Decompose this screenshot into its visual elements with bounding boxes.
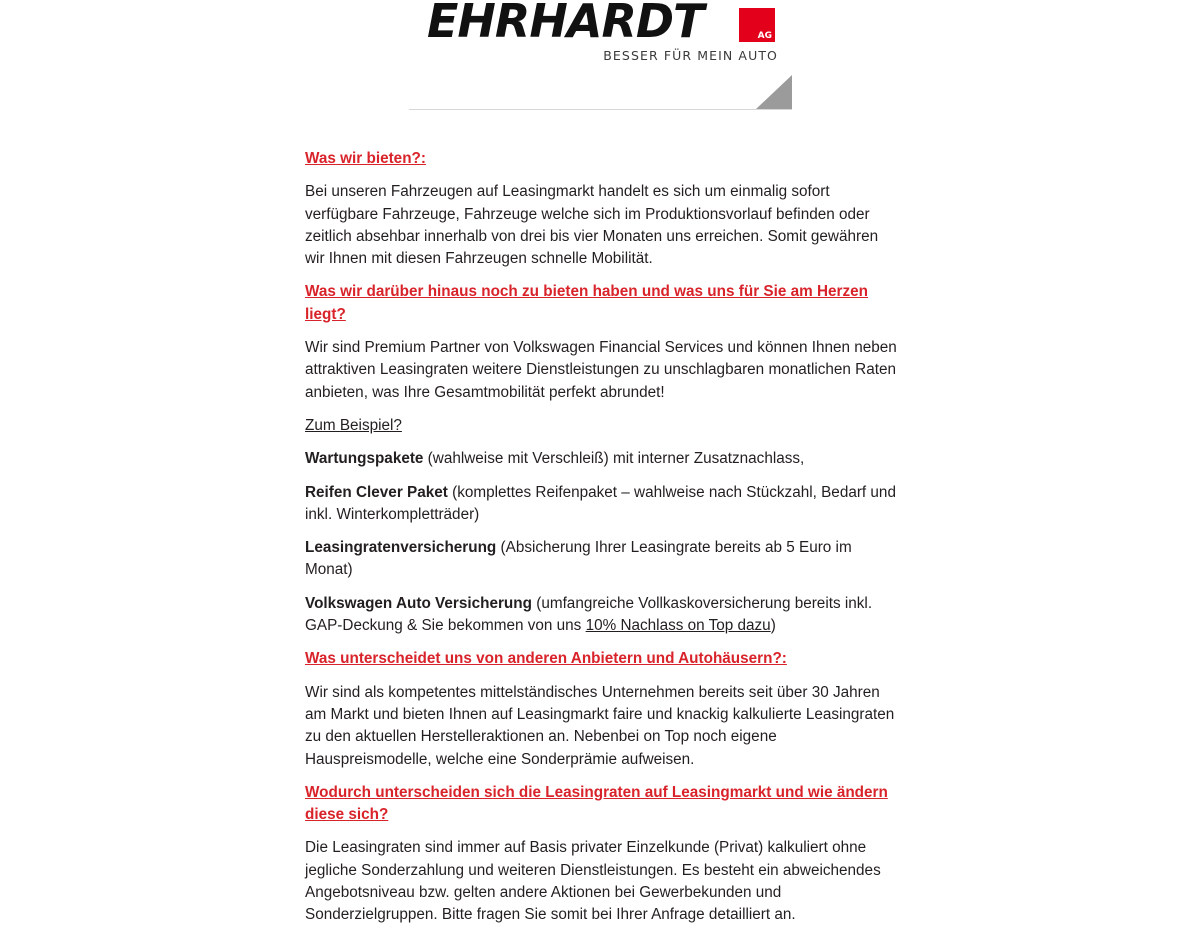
offer-item-volkswagen-auto-versicherung (305, 593, 897, 638)
offer-text: (wahlweise mit Verschleiß) mit interner Zusatznachlass, (423, 450, 805, 468)
company-logo (409, 0, 792, 110)
section-heading-was-wir-darueber-hinaus: Was wir darüber hinaus noch zu bieten haben und was uns für Sie am Herzen liegt? (305, 283, 868, 323)
offer-item-reifen-clever-paket (305, 482, 897, 527)
offer-item-leasingratenversicherung (305, 537, 897, 582)
logo-corner-fold-icon (756, 75, 792, 109)
section-heading-was-wir-bieten: Was wir bieten?: (305, 150, 426, 167)
logo-box (409, 0, 792, 110)
logo-ag-badge-label: AG (757, 31, 772, 41)
offer-item-wartungspakete (305, 448, 897, 470)
offer-discount-highlight: 10% Nachlass on Top dazu (585, 617, 771, 635)
offer-text: (komplettes Reifenpaket – wahlweise nach Stückzahl, Bedarf und inkl. Winterkompletträder) (305, 483, 896, 523)
logo-ag-badge (739, 8, 775, 42)
section-heading-wodurch-unterscheiden-sich: Wodurch unterscheiden sich die Leasingraten auf Leasingmarkt und wie ändern diese sich? (305, 783, 888, 824)
section-heading-was-unterscheidet-uns: Was unterscheidet uns von anderen Anbietern und Autohäusern?: (305, 650, 787, 668)
offer-title: Reifen Clever Paket (305, 483, 448, 501)
offer-title: Volkswagen Auto Versicherung (305, 594, 532, 612)
logo-tagline: BESSER FÜR MEIN AUTO (603, 48, 778, 63)
section-heading-zum-beispiel: Zum Beispiel? (305, 416, 402, 434)
offer-title: Wartungspakete (305, 450, 424, 468)
offer-text-after: ) (770, 617, 776, 635)
section-body-was-wir-bieten: Bei unseren Fahrzeugen auf Leasingmarkt handelt es sich um einmalig sofort verfügbare Fahrzeuge, Fahrzeuge welche sich im Produktionsvorlauf befinden oder zeitlich absehbar innerhalb von drei bis vier Monaten uns erreichen. Somit gewähren wir Ihnen mit diesen Fahrzeugen schnelle Mobilität. (305, 183, 879, 268)
offer-text: (Absicherung Ihrer Leasingrate bereits ab 5 Euro im Monat) (305, 539, 852, 579)
section-body-was-wir-darueber-hinaus: Wir sind Premium Partner von Volkswagen Financial Services und können Ihnen neben attraktiven Leasingraten weitere Dienstleistungen zu unschlagbaren monatlichen Raten anbieten, was Ihre Gesamtmobilität perfekt abrundet! (305, 339, 897, 401)
offer-text-before: (umfangreiche Vollkaskoversicherung bereits inkl. GAP-Deckung & Sie bekommen von uns (305, 594, 873, 635)
offer-title: Leasingratenversicherung (305, 539, 497, 557)
section-body-wodurch-unterscheiden-sich: Die Leasingraten sind immer auf Basis privater Einzelkunde (Privat) kalkuliert ohne jegliche Sonderzahlung und weiteren Dienstleistungen. Es besteht ein abweichendes Angebotsniveau bzw. gelten andere Aktionen bei Gewerbekunden und Sonderzielgruppen. Bitte fragen Sie somit bei Ihrer Anfrage detailliert an. (305, 839, 881, 924)
section-body-was-unterscheidet-uns: Wir sind als kompetentes mittelständisches Unternehmen bereits seit über 30 Jahren am Markt und bieten Ihnen auf Leasingmarkt faire und knackig kalkulierte Leasingraten zu den aktuellen Herstelleraktionen an. Nebenbei on Top noch eigene Hauspreismodelle, welche eine Sonderprämie aufweisen. (305, 683, 895, 768)
logo-brand-text: EHRHARDT (427, 0, 704, 48)
document-content (305, 148, 897, 938)
